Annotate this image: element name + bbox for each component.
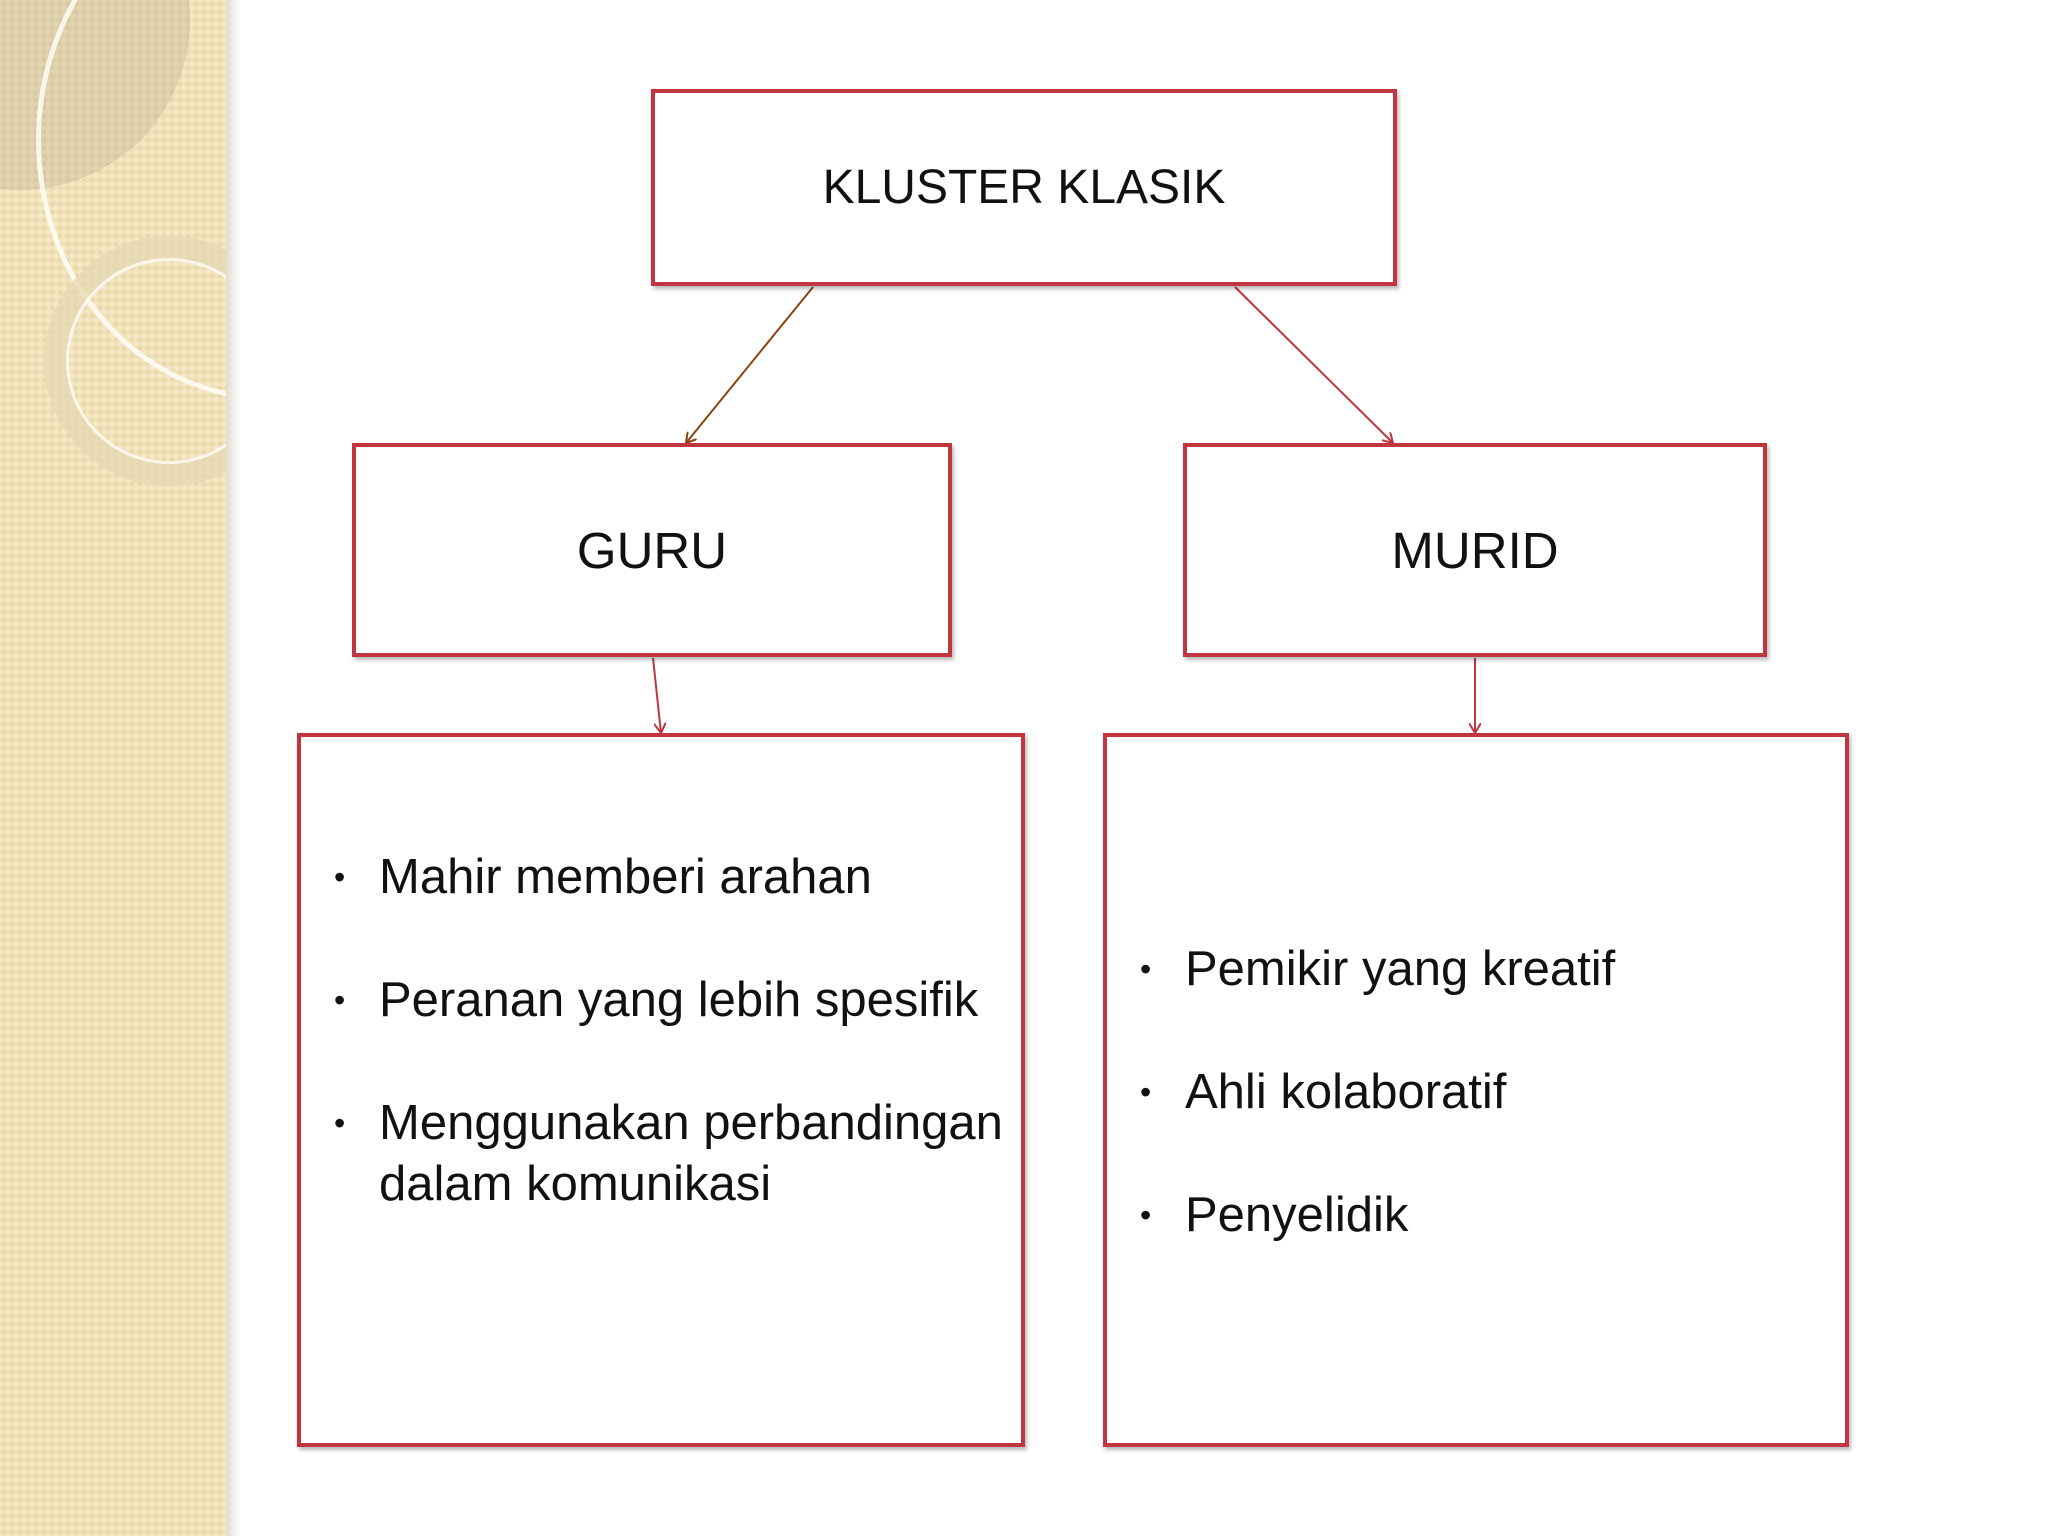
list-item [1122, 939, 1822, 1000]
bullet-icon: • [334, 859, 346, 895]
root-node-label: KLUSTER KLASIK [822, 161, 1226, 214]
bullet-icon: • [334, 1105, 346, 1141]
guru-trait-text: Menggunakan perbandingan dalam komunikasi [379, 1096, 1003, 1211]
list-item [316, 970, 1006, 1031]
guru-node [352, 443, 952, 657]
bullet-icon: • [334, 982, 346, 1018]
bullet-icon: • [1140, 951, 1152, 987]
murid-node-label: MURID [1391, 521, 1559, 579]
murid-trait-text: Pemikir yang kreatif [1185, 942, 1616, 996]
arrow-root-to-guru [686, 287, 813, 443]
murid-traits-box [1103, 733, 1849, 1447]
list-item [316, 1093, 1006, 1215]
guru-traits-box [297, 733, 1025, 1447]
list-item [1122, 1185, 1822, 1246]
guru-node-label: GURU [576, 521, 728, 579]
murid-node [1183, 443, 1767, 657]
murid-trait-text: Ahli kolaboratif [1185, 1065, 1507, 1119]
guru-traits-list [316, 847, 1006, 1215]
guru-trait-text: Peranan yang lebih spesifik [379, 973, 979, 1027]
bullet-icon: • [1140, 1197, 1152, 1233]
murid-trait-text: Penyelidik [1185, 1188, 1409, 1242]
arrow-root-to-murid [1235, 287, 1393, 443]
arrow-guru-to-list [653, 658, 661, 733]
murid-traits-list [1122, 939, 1822, 1246]
root-node [651, 89, 1397, 286]
list-item [1122, 1062, 1822, 1123]
list-item [316, 847, 1006, 908]
guru-trait-text: Mahir memberi arahan [379, 850, 872, 904]
bullet-icon: • [1140, 1074, 1152, 1110]
